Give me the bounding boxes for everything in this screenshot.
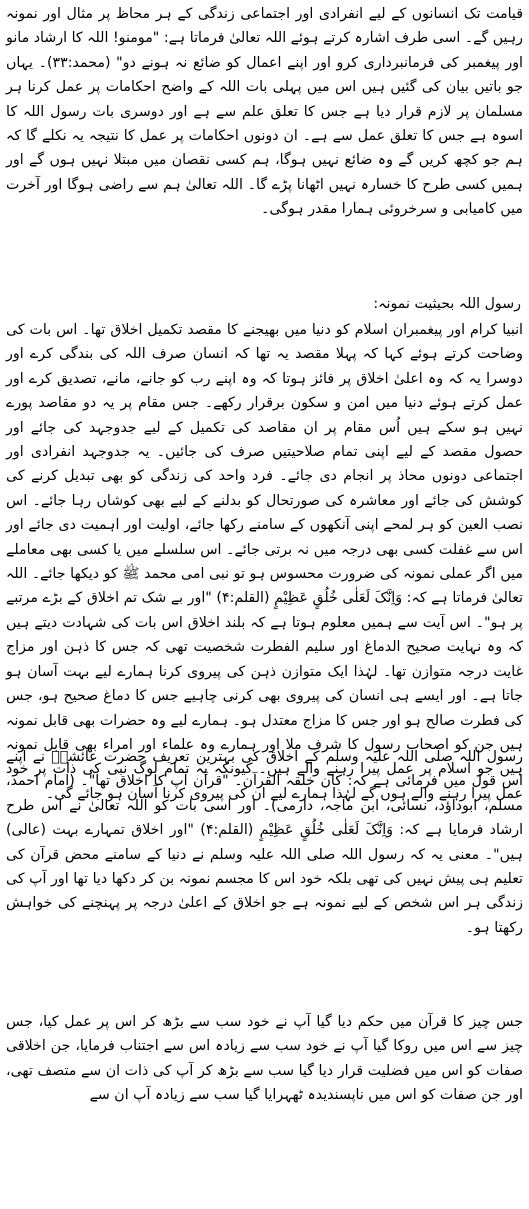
paragraph-4: جس چیز کا قرآن میں حکم دیا گیا آپ نے خود سب سے بڑھ کر اس پر عمل کیا، جس چیز سے اس میں روکا گیا آپ نے خود سب سے زیادہ اس سے اجتناب فرمایا، جن اخلاقی صفات کو اس میں فضلیت قرار دیا گیا سب سے بڑھ کر آپ کی ذات ان سے متصف تھی، اور جن صفات کو اس میں ناپسندیدہ ٹھہرایا گیا سب سے زیادہ آپ ان سے xyxy=(6,1014,523,1104)
paragraph-3: رسول اللہ صلی اللہ علیہ وسلم کے اخلاق کی بہترین تعریف حضرت عائشہؓ نے اپنے اس قول میں فرمائی ہے کہ: کان خلقہ القرآن۔ "قرآن آپ کا اخلاق تھا"۔ (امام احمد، مسلم، ابوداؤد، نسائی، ابن ماجہ، دارمی)۔ اور اسی بات کو اللہ تعالیٰ نے اس طرح ارشاد فرمایا ہے کہ: وَاِنَّکَ لَعَلٰی خُلُقٍ عَظِیْمٍ (القلم:۴) "اور اخلاق تمہارے بہت (عالی) ہیں"۔ معنی یہ کہ رسول اللہ صلی اللہ علیہ وسلم نے دنیا کے سامنے محض قرآن کی تعلیم ہی پیش نہیں کی تھی بلکہ خود اس کا مجسم نمونہ بن کر دکھا دیا تھا اور آپ کی زندگی ہر اس شخص کے لیے نمونہ ہے جو اخلاق کے اعلیٰ درجہ پر پہنچنے کی خواہش رکھتا ہو۔ xyxy=(6,749,524,936)
paragraph-1: قیامت تک انسانوں کے لیے انفرادی اور اجتماعی زندگی کے ہر محاظ پر مثال اور نمونہ رہیں گے۔ اسی طرف اشارہ کرتے ہوئے اللہ تعالیٰ فرماتا ہے: "مومنو! اللہ کا ارشاد مانو اور پیغمبر کی فرمانبرداری کرو اور اپنے اعمال کو ضائع نہ ہونے دو" (محمد:۳۳)۔ یہاں جو باتیں بیان کی گئیں ہیں اس میں پہلی بات اللہ کے واضح احکامات پر عمل کرنا ہر مسلمان پر لازم قرار دیا ہے جس کا تعلق علم سے ہے اور دوسری بات رسول اللہ کا اسوہ ہے جس کا تعلق عمل سے ہے۔ ان دونوں احکامات پر عمل کا نتیجہ یہ نکلے گا کہ ہم جو کچھ کریں گے وہ ضائع نہیں ہوگا، ہم کسی نقصان میں مبتلا نہیں ہوں گے اور ہمیں کسی طرح کا خسارہ نہیں اٹھانا پڑے گا۔ اللہ تعالیٰ ہم سے راضی ہوگا اور آخرت میں کامیابی و سرخروئی ہمارا مقدر ہوگی۔ xyxy=(6,6,523,218)
paragraph-2: انبیا کرام اور پیغمبران اسلام کو دنیا میں بھیجنے کا مقصد تکمیل اخلاق تھا۔ اس بات کی وضاحت کرتے ہوئے کہا کہ پہلا مقصد یہ تھا کہ انسان صرف اللہ کی بندگی کرے اور دوسرا یہ کہ وہ اعلیٰ اخلاق پر فائز ہوتا کہ وہ اپنے رب کو جانے، مانے، تصدیق کرے اور عمل کرتے ہوئے دنیا میں امن و سکون برقرار رکھے۔ جس مقام پر یہ دو مقاصد پورے نہیں ہو سکے ہیں اُس مقام پر ان مقاصد کی تکمیل کے لیے جدوجہد کی جائے اور حصول مقصد کے لیے اپنی تمام صلاحیتیں صرف کی جائیں۔ یہ جدوجہد انفرادی اور اجتماعی دونوں محاذ پر انجام دی جائے۔ فرد واحد کی زندگی کو بھی تبدیل کرنے کی کوشش کی جائے اور معاشرہ کی صورتحال کو بدلنے کے لیے بھی کوشاں رہا جائے۔ اس نصب العین کو ہر لمحے اپنی آنکھوں کے سامنے رکھا جائے، اولیت اور اہمیت دی جائے اور اس سے غفلت کسی بھی درجہ میں نہ برتی جائے۔ اس سلسلے میں یا کسی بھی معاملے میں اگر عملی نمونہ کی ضرورت محسوس ہو تو نبی امی محمد ﷺ کو دیکھا جائے۔ اللہ تعالیٰ فرماتا ہے کہ: وَاِنَّکَ لَعَلٰی خُلُقٍ عَظِیْمٍ (القلم:۴) "اور بے شک تم اخلاق کے بڑے مرتبے پر ہو"۔ اس آیت سے ہمیں معلوم ہوتا ہے کہ بلند اخلاق اس بات کی شہادت دیتے ہیں کہ وہ نہایت صحیح الدماغ اور سلیم الفطرت شخصیت تھی کہ جس کا ذہن اور مزاج غایت درجہ متوازن تھا۔ لہٰذا ایک متوازن ذہن کی پیروی کرنا ہمارے لیے بہت آسان ہو جاتا ہے۔ اور ایسے ہی انسان کی پیروی بھی کرنی چاہیے جس کا دماغ صحیح ہو، جس کی فطرت صالح ہو اور جس کا مزاج معتدل ہو۔ ہمارے لیے وہ حضرات بھی قابل نمونہ ہیں جن کو اصحاب رسول کا شرف ملا اور ہمارے وہ علماء اور امراء بھی قابل نمونہ ہیں جو اسلام پر عمل پیرا رہنے والے ہیں۔ کیونکہ یہ تمام لوگ نبی کی ذات پر خود عمل پیرا رہنے والے ہوں گے لہٰذا ہمارے لیے ان کی پیروی کرنا آسان ہو جائے گی۔ xyxy=(6,322,523,802)
section-heading: رسول اللہ بحیثیت نمونہ: xyxy=(373,296,521,312)
